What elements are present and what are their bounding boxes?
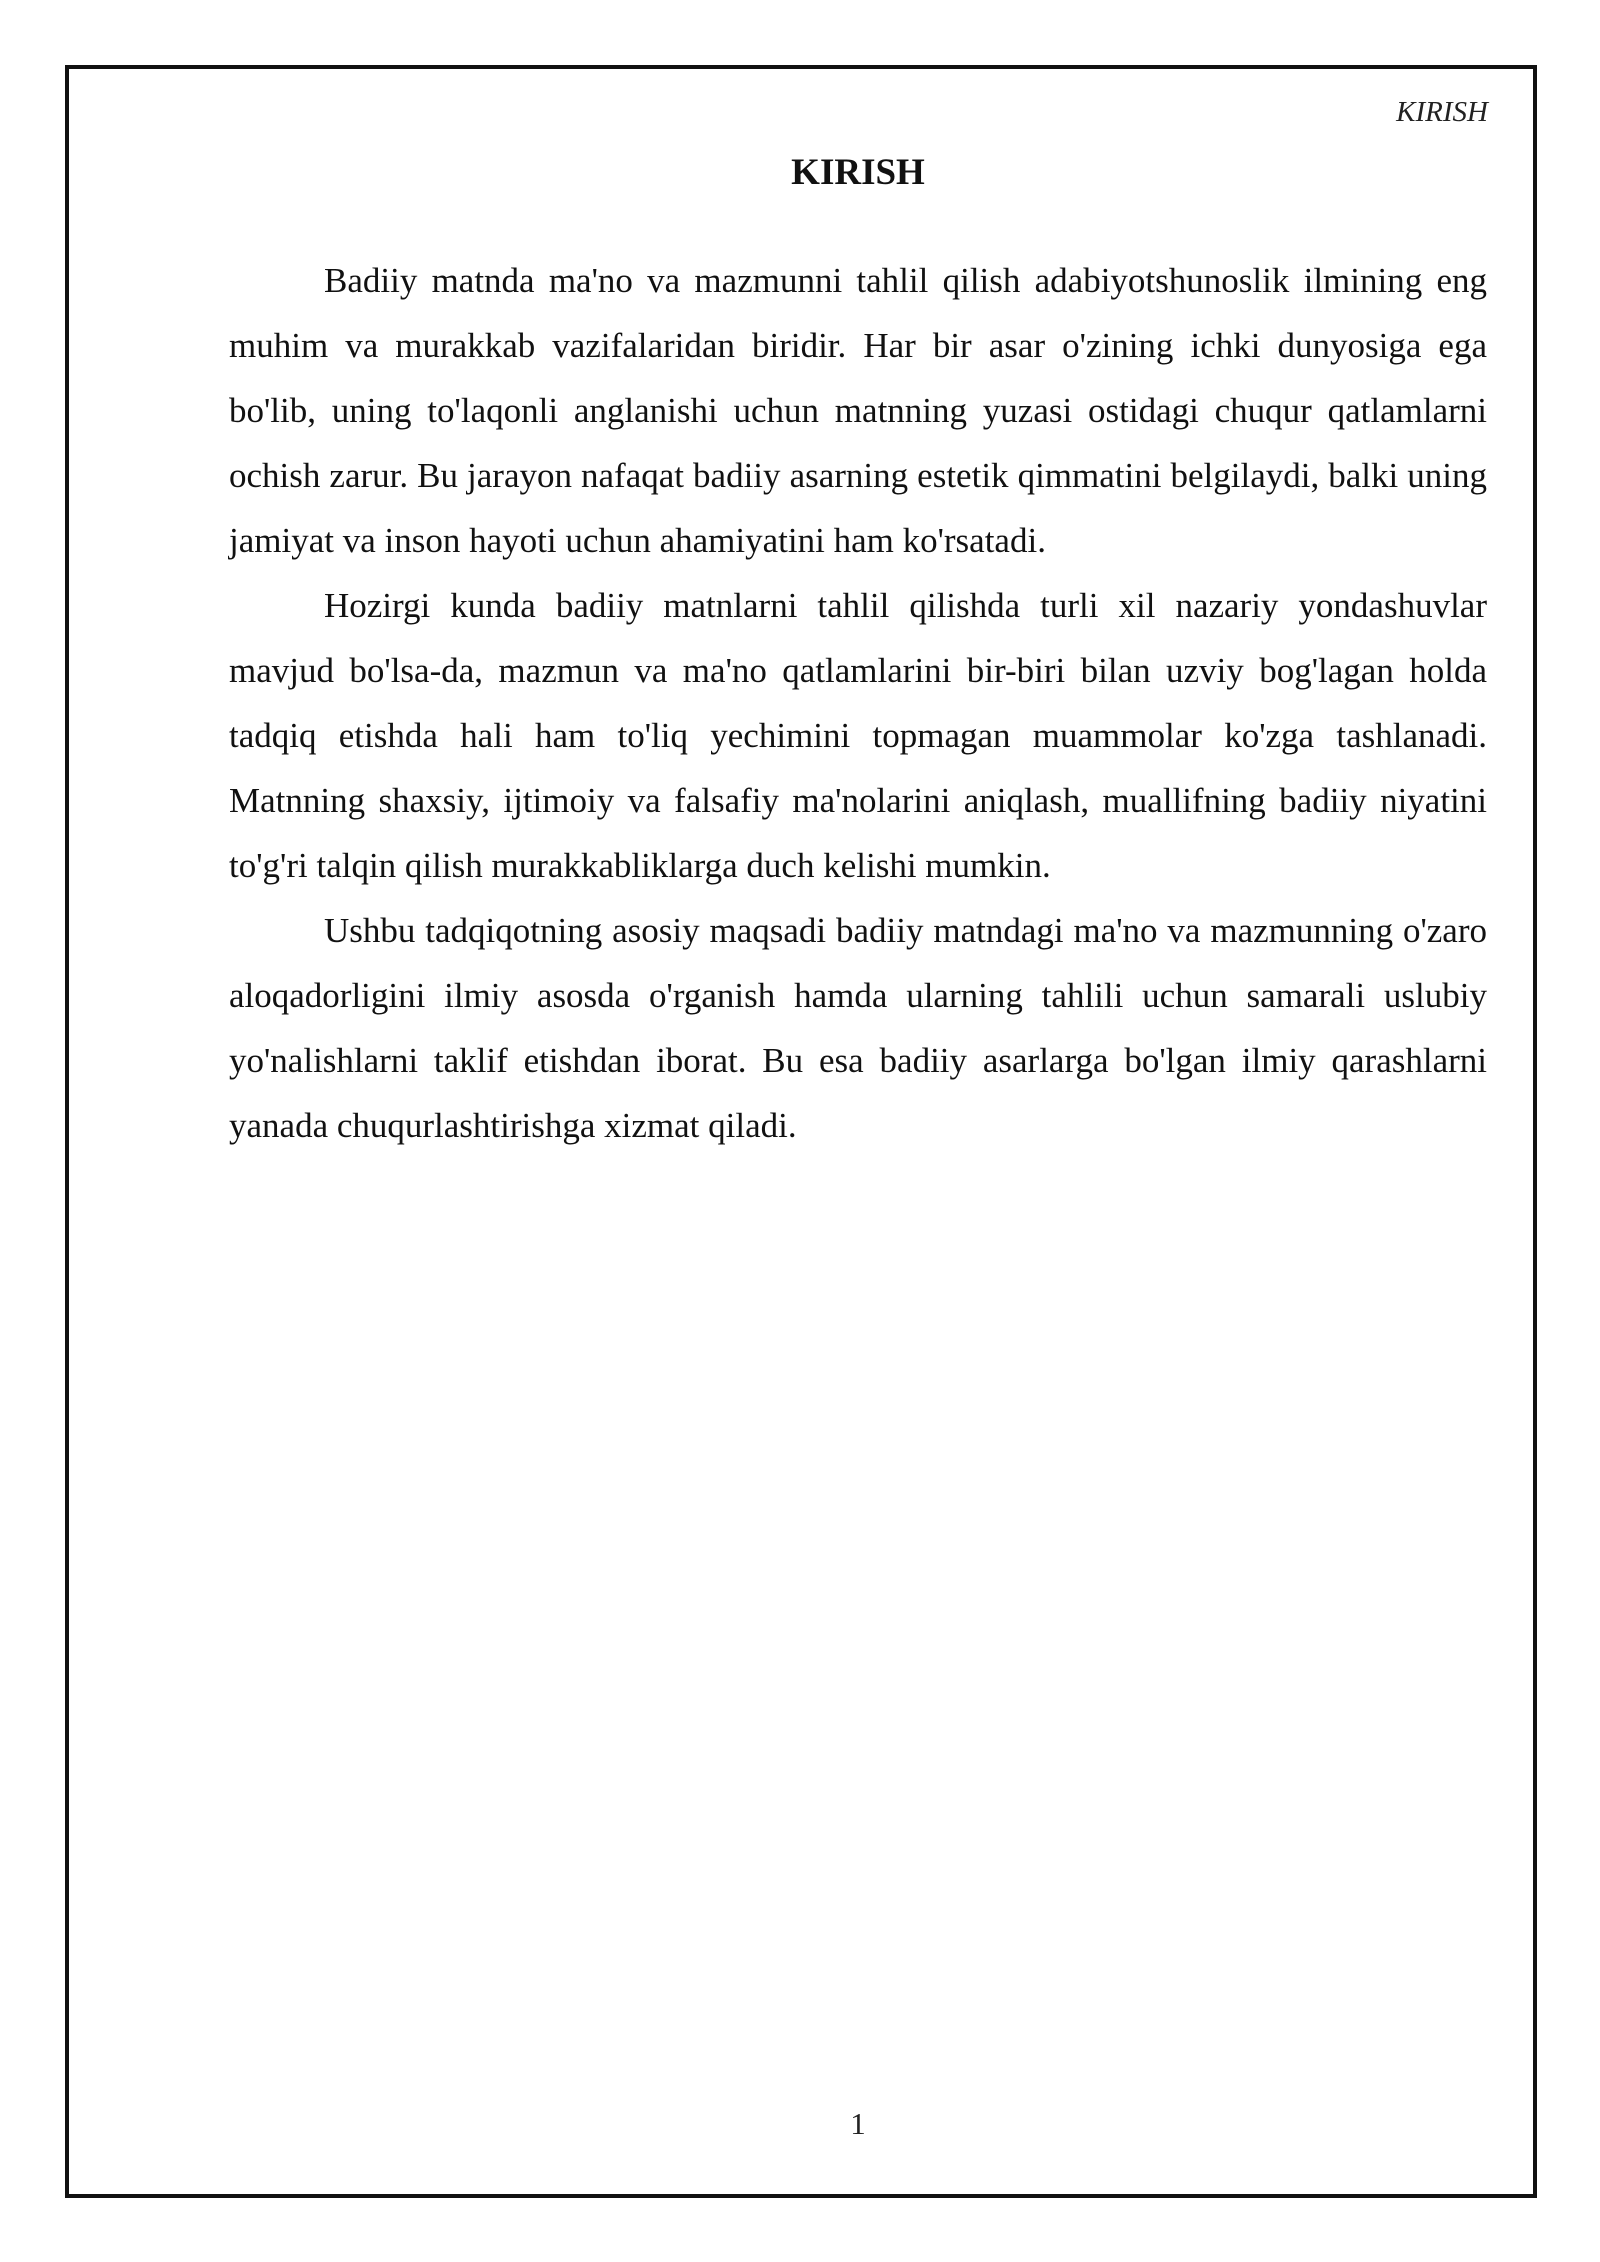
running-header: KIRISH — [1396, 96, 1488, 128]
page-title: KIRISH — [791, 152, 925, 193]
paragraph-1: Badiiy matnda ma'no va mazmunni tahlil qilish adabiyotshunoslik ilmining eng muhim va murakkab vazifalaridan biridir. Har bir asar o'zining ichki dunyosiga ega bo'lib, uning to'laqonli anglanishi uchun matnning yuzasi ostidagi chuqur qatlamlarni ochish zarur. Bu jarayon nafaqat badiiy asarning estetik qimmatini belgilaydi, balki uning jamiyat va inson hayoti uchun ahamiyatini ham ko'rsatadi. — [229, 261, 1487, 560]
paragraph-3: Ushbu tadqiqotning asosiy maqsadi badiiy matndagi ma'no va mazmunning o'zaro aloqadorligini ilmiy asosda o'rganish hamda ularning tahlili uchun samarali uslubiy yo'nalishlarni taklif etishdan iborat. Bu esa badiiy asarlarga bo'lgan ilmiy qarashlarni yanada chuqurlashtirishga xizmat qiladi. — [229, 911, 1487, 1145]
page-number: 1 — [850, 2106, 866, 2141]
body-text — [229, 248, 1487, 1158]
paragraph-2: Hozirgi kunda badiiy matnlarni tahlil qilishda turli xil nazariy yondashuvlar mavjud bo'lsa-da, mazmun va ma'no qatlamlarini bir-biri bilan uzviy bog'lagan holda tadqiq etishda hali ham to'liq yechimini topmagan muammolar ko'zga tashlanadi. Matnning shaxsiy, ijtimoiy va falsafiy ma'nolarini aniqlash, muallifning badiiy niyatini to'g'ri talqin qilish murakkabliklarga duch kelishi mumkin. — [229, 586, 1487, 885]
